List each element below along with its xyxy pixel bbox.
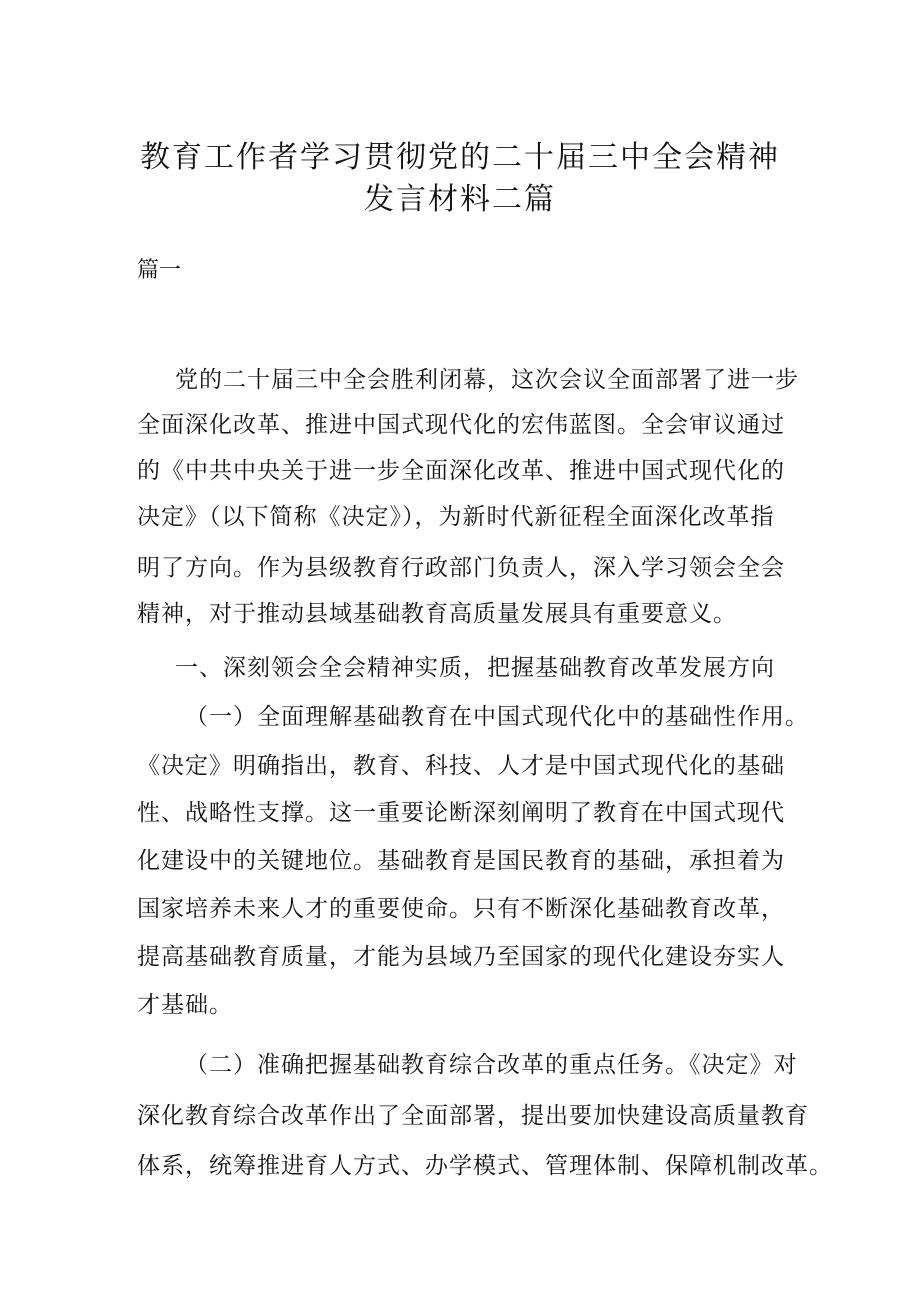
section-label: 篇一	[137, 258, 182, 283]
title-line-1: 教育工作者学习贯彻党的二十届三中全会精神	[140, 140, 780, 175]
paragraph-line: 才基础。	[137, 992, 233, 1018]
paragraph-line: 性、战略性支撑。这一重要论断深刻阐明了教育在中国式现代	[137, 800, 785, 826]
paragraph-line: 体系，统筹推进育人方式、办学模式、管理体制、保障机制改革。	[137, 1153, 833, 1179]
document-title	[0, 140, 920, 218]
paragraph-line: 国家培养未来人才的重要使命。只有不断深化基础教育改革，	[137, 896, 785, 922]
title-line-2: 发言材料二篇	[364, 182, 556, 217]
paragraph-line: 化建设中的关键地位。基础教育是国民教育的基础，承担着为	[137, 848, 785, 874]
paragraph-line: 全面深化改革、推进中国式现代化的宏伟蓝图。全会审议通过	[137, 412, 785, 438]
paragraph-line: 提高基础教育质量，才能为县域乃至国家的现代化建设夯实人	[137, 944, 785, 970]
paragraph-line: 的《中共中央关于进一步全面深化改革、推进中国式现代化的	[137, 458, 785, 484]
paragraph-line: 《决定》明确指出，教育、科技、人才是中国式现代化的基础	[137, 753, 785, 779]
paragraph-line: 深化教育综合改革作出了全面部署，提出要加快建设高质量教育	[137, 1103, 809, 1129]
section-heading: 一、深刻领会全会精神实质，把握基础教育改革发展方向	[175, 655, 775, 681]
paragraph-line: 明了方向。作为县级教育行政部门负责人，深入学习领会全会	[137, 555, 785, 581]
subsection-heading: （二）准确把握基础教育综合改革的重点任务。《决定》对	[185, 1052, 798, 1078]
paragraph-line: 精神，对于推动县域基础教育高质量发展具有重要意义。	[137, 601, 737, 627]
paragraph-line: 决定》（以下简称《决定》），为新时代新征程全面深化改革指	[137, 504, 775, 530]
subsection-heading: （一）全面理解基础教育在中国式现代化中的基础性作用。	[185, 704, 809, 730]
paragraph-line: 党的二十届三中全会胜利闭幕，这次会议全面部署了进一步	[175, 367, 799, 393]
